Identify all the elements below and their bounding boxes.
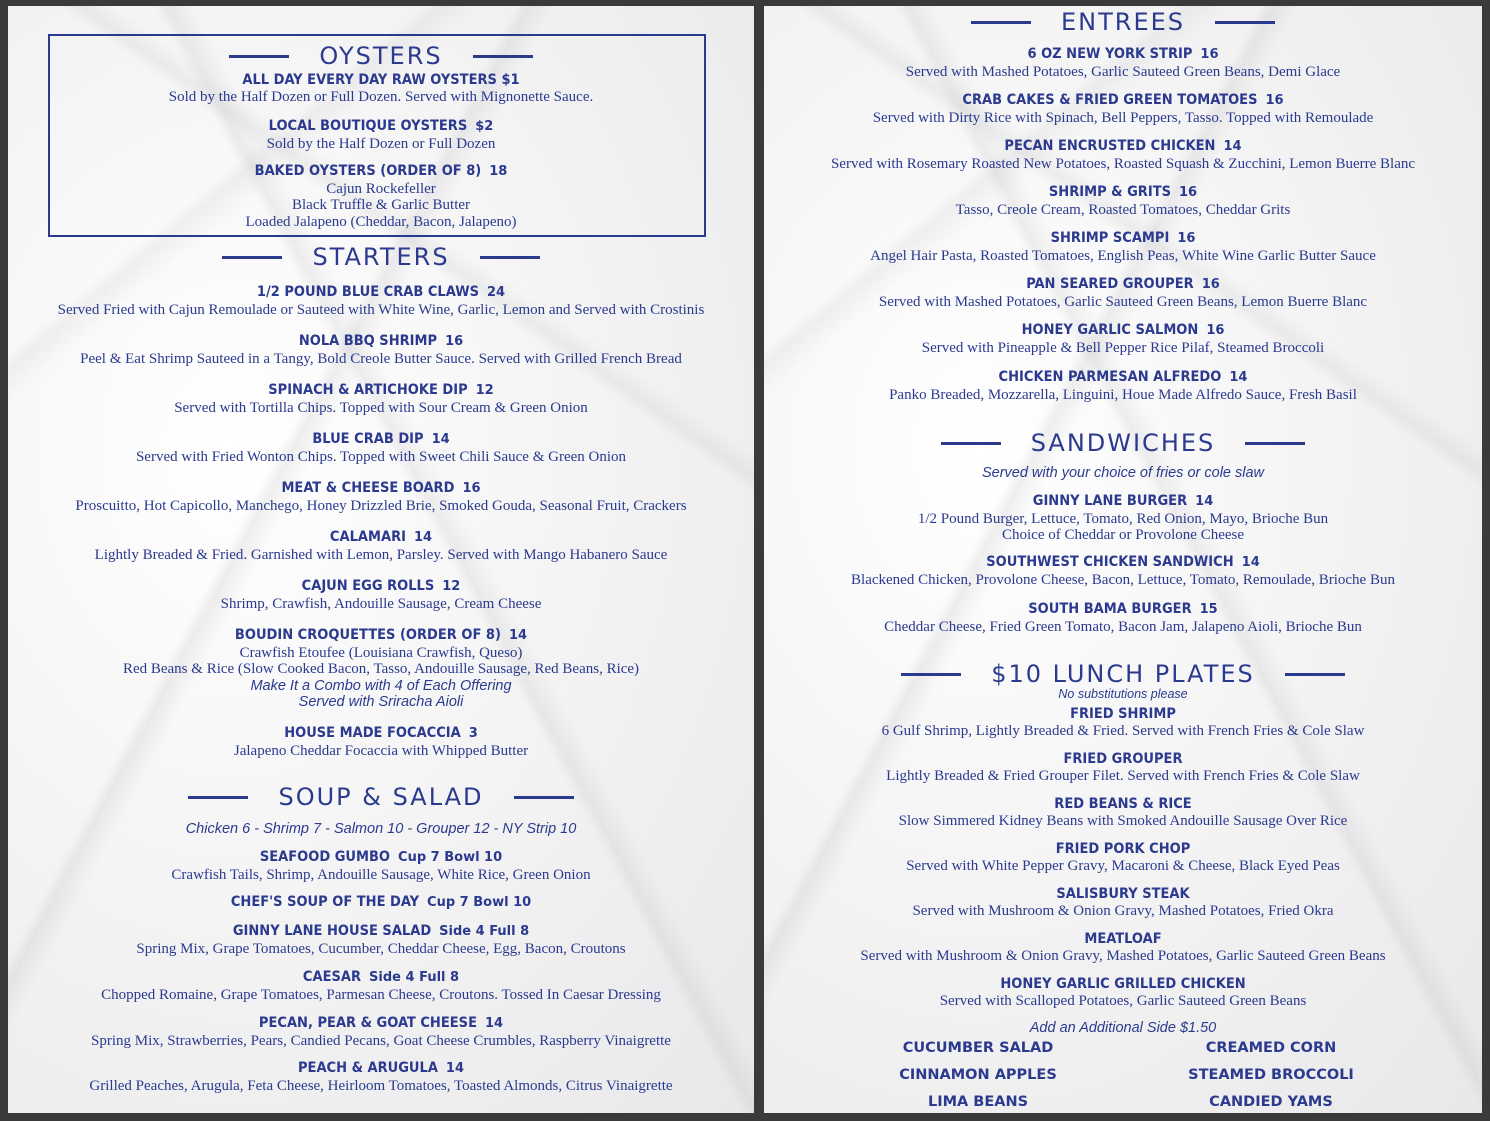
section-heading-starters: STARTERS: [8, 243, 754, 271]
menu-item: [8, 529, 754, 563]
menu-item-name: CAESAR: [302, 969, 362, 985]
menu-item: [8, 894, 754, 912]
heading-rule: [188, 796, 248, 799]
menu-item-name: SALISBURY STEAK: [1056, 886, 1190, 902]
menu-item-name: MEATLOAF: [1084, 931, 1162, 947]
section-heading-soup-salad: SOUP & SALAD: [8, 783, 754, 811]
menu-item-description: Spring Mix, Strawberries, Pears, Candied Pecans, Goat Cheese Crumbles, Raspberry Vinaigrette: [91, 1032, 671, 1049]
menu-item: [8, 1015, 754, 1049]
menu-item-name: PECAN, PEAR & GOAT CHEESE: [258, 1015, 477, 1031]
menu-item-description: Angel Hair Pasta, Roasted Tomatoes, English Peas, White Wine Garlic Butter Sauce: [870, 247, 1376, 264]
heading-rule: [514, 796, 574, 799]
menu-item-description: Lightly Breaded & Fried Grouper Filet. Served with French Fries & Cole Slaw: [886, 767, 1360, 784]
menu-item: [8, 923, 754, 957]
menu-item-description: Served with Dirty Rice with Spinach, Bell Peppers, Tasso. Topped with Remoulade: [872, 109, 1374, 126]
menu-item-price: 16: [1265, 93, 1284, 108]
menu-item-name: HONEY GARLIC SALMON: [1021, 322, 1199, 338]
menu-item-name: GINNY LANE HOUSE SALAD: [232, 923, 432, 939]
menu-item-name: PAN SEARED GROUPER: [1026, 276, 1194, 292]
menu-item-name: SHRIMP SCAMPI: [1050, 230, 1170, 246]
menu-item-description: Served with White Pepper Gravy, Macaroni & Cheese, Black Eyed Peas: [906, 857, 1340, 874]
menu-item: [764, 554, 1482, 588]
menu-item-name: PECAN ENCRUSTED CHICKEN: [1004, 138, 1216, 154]
menu-item-description: Cheddar Cheese, Fried Green Tomato, Bacon Jam, Jalapeno Aioli, Brioche Bun: [884, 618, 1362, 635]
side-option: CINNAMON APPLES: [899, 1067, 1057, 1083]
menu-item-description: Crawfish Tails, Shrimp, Andouille Sausage, White Rice, Green Onion: [171, 866, 591, 883]
menu-item-name: CAJUN EGG ROLLS: [301, 578, 435, 594]
menu-item-price: 16: [1177, 231, 1196, 246]
heading-rule: [1285, 673, 1345, 676]
menu-item-name: BLUE CRAB DIP: [312, 431, 424, 447]
menu-item: [764, 886, 1482, 919]
menu-item-description: Peel & Eat Shrimp Sauteed in a Tangy, Bold Creole Butter Sauce. Served with Grilled French Bread: [80, 350, 682, 367]
section-heading-lunch-plates: $10 LUNCH PLATES: [764, 660, 1482, 688]
menu-item: [8, 480, 754, 514]
menu-item-description: Served with Mashed Potatoes, Garlic Sauteed Green Beans, Demi Glace: [905, 63, 1341, 80]
menu-item: [8, 627, 754, 711]
menu-item-name: SOUTH BAMA BURGER: [1028, 601, 1192, 617]
menu-item-description: 6 Gulf Shrimp, Lightly Breaded & Fried. Served with French Fries & Cole Slaw: [881, 722, 1365, 739]
menu-item-description: Lightly Breaded & Fried. Garnished with Lemon, Parsley. Served with Mango Habanero Sauce: [94, 546, 668, 563]
menu-item: [764, 276, 1482, 310]
menu-page-left: [8, 6, 754, 1113]
menu-item-price: $2: [475, 119, 494, 134]
menu-item: [764, 976, 1482, 1009]
menu-item: [8, 333, 754, 367]
menu-item-price: 16: [1206, 323, 1225, 338]
sandwiches-note: Served with your choice of fries or cole slaw: [981, 465, 1265, 481]
menu-item-description: Served with Rosemary Roasted New Potatoes, Roasted Squash & Zucchini, Lemon Buerre Blanc: [830, 155, 1416, 172]
menu-item-price: 16: [462, 481, 481, 496]
menu-item-description: Blackened Chicken, Provolone Cheese, Bacon, Lettuce, Tomato, Remoulade, Brioche Bun: [851, 571, 1395, 588]
menu-item-name: MEAT & CHEESE BOARD: [281, 480, 455, 496]
menu-item-description: Served with Mashed Potatoes, Garlic Sauteed Green Beans, Lemon Buerre Blanc: [878, 293, 1368, 310]
menu-item-price: 14: [431, 432, 450, 447]
menu-item-description: Served with Tortilla Chips. Topped with Sour Cream & Green Onion: [174, 399, 588, 416]
heading-rule: [1245, 442, 1305, 445]
menu-item: [764, 841, 1482, 874]
section-heading-oysters: OYSTERS: [8, 42, 754, 70]
menu-item-price: Side 4 Full 8: [439, 924, 530, 939]
menu-item-description: Choice of Cheddar or Provolone Cheese: [1001, 527, 1245, 543]
menu-item-description: Tasso, Creole Cream, Roasted Tomatoes, Cheddar Grits: [955, 201, 1291, 218]
menu-item-description: Served with Mushroom & Onion Gravy, Mashed Potatoes, Fried Okra: [912, 902, 1334, 919]
menu-item-description: Served with Scalloped Potatoes, Garlic Sauteed Green Beans: [939, 992, 1307, 1009]
menu-item-name: 6 OZ NEW YORK STRIP: [1027, 46, 1193, 62]
menu-item-price: 3: [468, 726, 478, 741]
menu-item-price: 16: [1179, 185, 1198, 200]
heading-rule: [901, 673, 961, 676]
menu-item-price: 24: [486, 285, 506, 300]
menu-page-right: [764, 6, 1482, 1113]
menu-item-price: 12: [475, 383, 494, 398]
menu-item: [8, 725, 754, 759]
menu-item-price: 12: [442, 579, 461, 594]
menu-item-name: FRIED GROUPER: [1063, 751, 1183, 767]
menu-item-name: CALAMARI: [329, 529, 406, 545]
menu-item-name: CHICKEN PARMESAN ALFREDO: [998, 369, 1222, 385]
protein-addons-note: Chicken 6 - Shrimp 7 - Salmon 10 - Grouper 12 - NY Strip 10: [185, 821, 577, 837]
menu-item-name: SPINACH & ARTICHOKE DIP: [268, 382, 468, 398]
menu-item-price: 14: [445, 1061, 465, 1076]
menu-item-description: Jalapeno Cheddar Focaccia with Whipped Butter: [233, 742, 529, 759]
menu-item-name: SOUTHWEST CHICKEN SANDWICH: [986, 554, 1234, 570]
menu-item-price: 15: [1199, 602, 1218, 617]
menu-item-description: Chopped Romaine, Grape Tomatoes, Parmesan Cheese, Croutons. Tossed In Caesar Dressing: [101, 986, 661, 1003]
menu-item-description: Served with Pineapple & Bell Pepper Rice Pilaf, Steamed Broccoli: [921, 339, 1325, 356]
menu-item: [764, 931, 1482, 964]
menu-item: [8, 163, 754, 230]
menu-item-note: Served with Sriracha Aioli: [298, 694, 464, 710]
menu-item-price: 14: [1241, 555, 1260, 570]
menu-item: [764, 601, 1482, 635]
menu-item-name: FRIED SHRIMP: [1070, 706, 1176, 722]
menu-item-price: 14: [508, 628, 528, 643]
menu-item-name: SHRIMP & GRITS: [1048, 184, 1171, 200]
menu-item-description: Sold by the Half Dozen or Full Dozen: [266, 135, 496, 152]
side-option: LIMA BEANS: [927, 1094, 1029, 1110]
menu-item-description: Panko Breaded, Mozzarella, Linguini, Houe Made Alfredo Sauce, Fresh Basil: [889, 386, 1357, 403]
heading-rule: [480, 256, 540, 259]
menu-item-name: CHEF'S SOUP OF THE DAY: [230, 894, 420, 910]
menu-item-description: Spring Mix, Grape Tomatoes, Cucumber, Cheddar Cheese, Egg, Bacon, Croutons: [136, 940, 626, 957]
menu-item-description: Served with Mushroom & Onion Gravy, Mashed Potatoes, Garlic Sauteed Green Beans: [860, 947, 1386, 964]
menu-item-price: 16: [1200, 47, 1219, 62]
menu-item-price: 18: [489, 164, 508, 179]
menu-item-description: Loaded Jalapeno (Cheddar, Bacon, Jalapeno): [245, 213, 517, 230]
menu-item-name: HONEY GARLIC GRILLED CHICKEN: [1000, 976, 1246, 992]
menu-item: [764, 184, 1482, 218]
menu-item-price: Cup 7 Bowl 10: [398, 850, 503, 865]
menu-item-name: BOUDIN CROQUETTES (ORDER OF 8): [234, 627, 501, 643]
menu-item: [764, 493, 1482, 544]
menu-item-price: 16: [1201, 277, 1220, 292]
side-option: STEAMED BROCCOLI: [1188, 1067, 1354, 1083]
menu-item-name: PEACH & ARUGULA: [297, 1060, 438, 1076]
menu-item-name: 1/2 POUND BLUE CRAB CLAWS: [256, 284, 479, 300]
menu-item-name: ALL DAY EVERY DAY RAW OYSTERS $1: [242, 72, 520, 88]
menu-item: [8, 969, 754, 1003]
menu-item-description: Proscuitto, Hot Capicollo, Manchego, Honey Drizzled Brie, Smoked Gouda, Seasonal Fruit, Crackers: [75, 497, 687, 514]
menu-item: [764, 369, 1482, 403]
section-heading-entrees: ENTREES: [764, 8, 1482, 36]
menu-item: [8, 284, 754, 318]
menu-item-description: Red Beans & Rice (Slow Cooked Bacon, Tasso, Andouille Sausage, Red Beans, Rice): [122, 661, 640, 677]
menu-item-price: 14: [1195, 494, 1214, 509]
menu-item-price: 14: [1229, 370, 1248, 385]
menu-item-description: Sold by the Half Dozen or Full Dozen. Served with Mignonette Sauce.: [168, 88, 594, 105]
side-option: CANDIED YAMS: [1209, 1094, 1333, 1110]
heading-rule: [941, 442, 1001, 445]
menu-item-name: LOCAL BOUTIQUE OYSTERS: [268, 118, 468, 134]
menu-item-name: CRAB CAKES & FRIED GREEN TOMATOES: [962, 92, 1258, 108]
menu-item-name: RED BEANS & RICE: [1054, 796, 1192, 812]
menu-item: [764, 751, 1482, 784]
menu-item-description: 1/2 Pound Burger, Lettuce, Tomato, Red Onion, Mayo, Brioche Bun: [917, 510, 1329, 527]
heading-rule: [222, 256, 282, 259]
menu-item-name: NOLA BBQ SHRIMP: [298, 333, 438, 349]
menu-item: [764, 796, 1482, 829]
menu-item-price: 14: [484, 1016, 504, 1031]
menu-item: [764, 322, 1482, 356]
menu-item: [8, 118, 754, 152]
menu-item: [8, 849, 754, 883]
menu-item-name: GINNY LANE BURGER: [1032, 493, 1188, 509]
menu-item: [8, 578, 754, 612]
menu-item-note: Make It a Combo with 4 of Each Offering: [250, 677, 512, 694]
menu-item: [8, 1060, 754, 1094]
menu-item-description: Slow Simmered Kidney Beans with Smoked Andouille Sausage Over Rice: [898, 812, 1348, 829]
menu-item-description: Served with Fried Wonton Chips. Topped with Sweet Chili Sauce & Green Onion: [135, 448, 627, 465]
menu-item-description: Cajun Rockefeller: [326, 180, 436, 197]
menu-item-name: HOUSE MADE FOCACCIA: [284, 725, 461, 741]
menu-item: [764, 92, 1482, 126]
menu-item: [764, 46, 1482, 80]
menu-item: [764, 230, 1482, 264]
menu-item: [8, 72, 754, 105]
side-option: CUCUMBER SALAD: [902, 1040, 1054, 1056]
menu-item: [764, 138, 1482, 172]
lunch-note: No substitutions please: [1058, 687, 1188, 701]
menu-item: [8, 382, 754, 416]
menu-item-description: Grilled Peaches, Arugula, Feta Cheese, Heirloom Tomatoes, Toasted Almonds, Citrus Vinaigrette: [89, 1077, 673, 1094]
menu-item-name: FRIED PORK CHOP: [1055, 841, 1191, 857]
menu-item-price: Side 4 Full 8: [369, 970, 460, 985]
sides-note: Add an Additional Side $1.50: [1029, 1020, 1217, 1036]
heading-rule: [229, 55, 289, 58]
menu-item-price: Cup 7 Bowl 10: [427, 895, 532, 910]
menu-item-description: Black Truffle & Garlic Butter: [291, 197, 471, 213]
section-heading-sandwiches: SANDWICHES: [764, 429, 1482, 457]
menu-item: [8, 431, 754, 465]
heading-rule: [473, 55, 533, 58]
menu-item: [764, 706, 1482, 739]
menu-item-description: Shrimp, Crawfish, Andouille Sausage, Cream Cheese: [220, 595, 542, 612]
menu-item-price: 14: [413, 530, 433, 545]
menu-item-description: Crawfish Etoufee (Louisiana Crawfish, Queso): [239, 644, 523, 661]
heading-rule: [1215, 21, 1275, 24]
heading-rule: [971, 21, 1031, 24]
menu-item-name: BAKED OYSTERS (ORDER OF 8): [254, 163, 482, 179]
menu-item-name: SEAFOOD GUMBO: [259, 849, 391, 865]
menu-item-price: 14: [1223, 139, 1242, 154]
menu-item-description: Served Fried with Cajun Remoulade or Sauteed with White Wine, Garlic, Lemon and Served with Crostinis: [57, 301, 705, 318]
menu-item-price: 16: [445, 334, 464, 349]
side-option: CREAMED CORN: [1205, 1040, 1337, 1056]
